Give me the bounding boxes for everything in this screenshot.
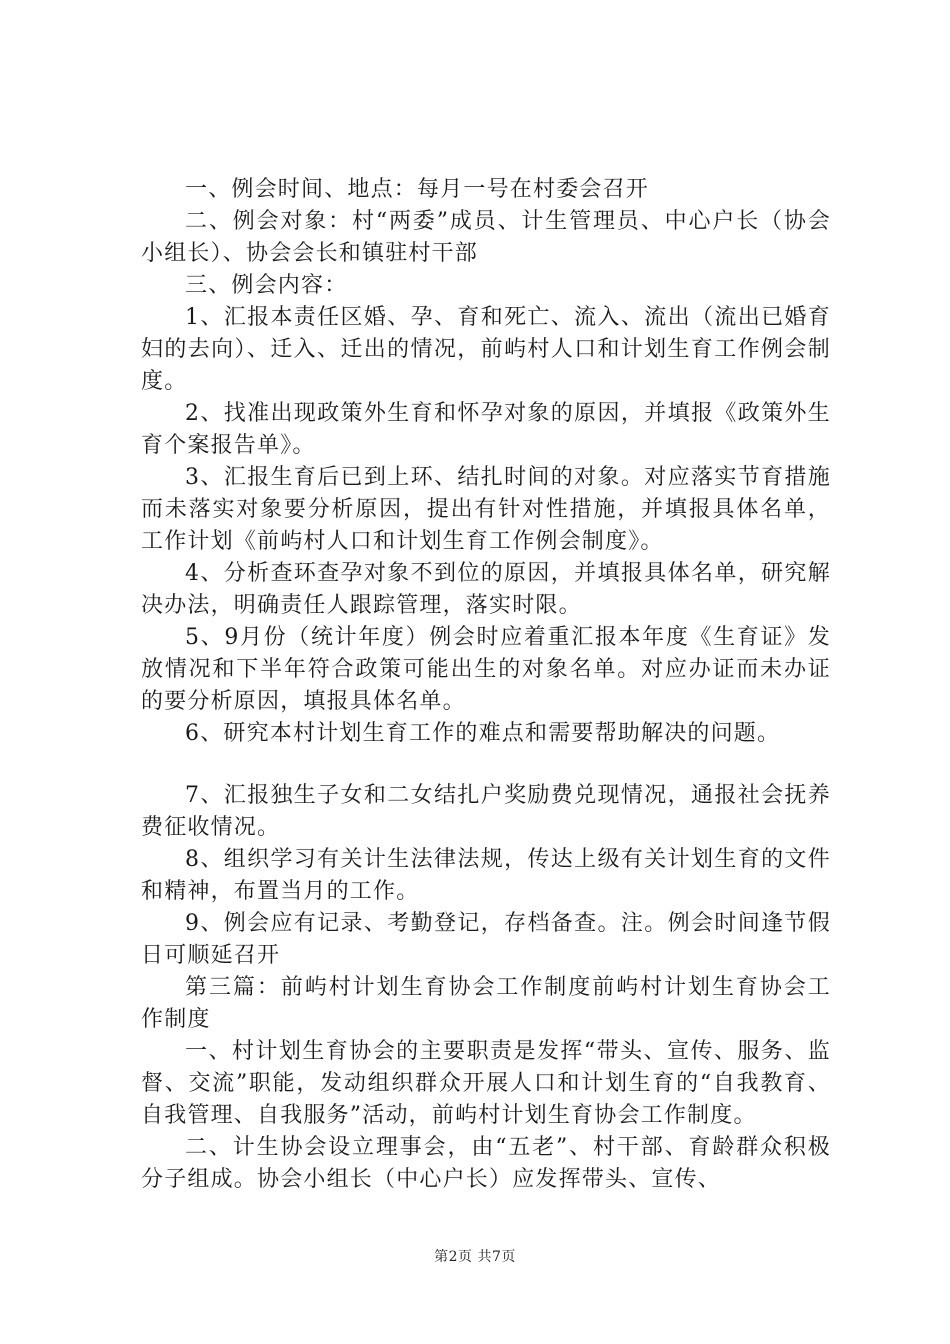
paragraph-item-5: 5、9月份（统计年度）例会时应着重汇报本年度《生育证》发放情况和下半年符合政策可能出生的对象名单。对应办证而未办证的要分析原因，填报具体名单。 — [141, 625, 831, 714]
paragraph-meeting-time: 一、例会时间、地点：每月一号在村委会召开 — [185, 177, 650, 202]
paragraph-item-1: 1、汇报本责任区婚、孕、育和死亡、流入、流出（流出已婚育妇的去向）、迁入、迁出的情况，前屿村人口和计划生育工作例会制度。 — [141, 305, 831, 394]
page-number: 第2页 共7页 — [434, 1249, 516, 1265]
paragraph-item-9: 9、例会应有记录、考勤登记，存档备查。注。例会时间逢节假日可顺延召开 — [141, 911, 831, 968]
paragraph-item-6: 6、研究本村计划生育工作的难点和需要帮助解决的问题。 — [185, 721, 781, 746]
paragraph-association-council: 二、计生协会设立理事会，由“五老”、村干部、育龄群众积极分子组成。协会小组长（中心户长）应发挥带头、宣传、 — [141, 1135, 831, 1192]
paragraph-item-2: 2、找准出现政策外生育和怀孕对象的原因，并填报《政策外生育个案报告单》。 — [141, 401, 831, 458]
paragraph-item-8: 8、组织学习有关计生法律法规，传达上级有关计划生育的文件和精神，布置当月的工作。 — [141, 847, 831, 904]
paragraph-item-4: 4、分析查环查孕对象不到位的原因，并填报具体名单，研究解决办法，明确责任人跟踪管理，落实时限。 — [141, 561, 831, 618]
paragraph-association-duties: 一、村计划生育协会的主要职责是发挥“带头、宣传、服务、监督、交流”职能，发动组织群众开展人口和计划生育的“自我教育、自我管理、自我服务”活动，前屿村计划生育协会工作制度。 — [141, 1039, 831, 1128]
paragraph-item-3: 3、汇报生育后已到上环、结扎时间的对象。对应落实节育措施而未落实对象要分析原因，提出有针对性措施，并填报具体名单，工作计划《前屿村人口和计划生育工作例会制度》。 — [141, 465, 831, 554]
page-footer — [0, 1246, 950, 1266]
paragraph-meeting-content-heading: 三、例会内容： — [185, 273, 348, 298]
section-heading-part-three: 第三篇：前屿村计划生育协会工作制度前屿村计划生育协会工作制度 — [141, 975, 831, 1032]
document-body — [141, 174, 831, 1196]
paragraph-item-7: 7、汇报独生子女和二女结扎户奖励费兑现情况，通报社会抚养费征收情况。 — [141, 783, 831, 840]
paragraph-meeting-attendees: 二、例会对象：村“两委”成员、计生管理员、中心户长（协会小组长）、协会会长和镇驻村干部 — [141, 209, 831, 266]
